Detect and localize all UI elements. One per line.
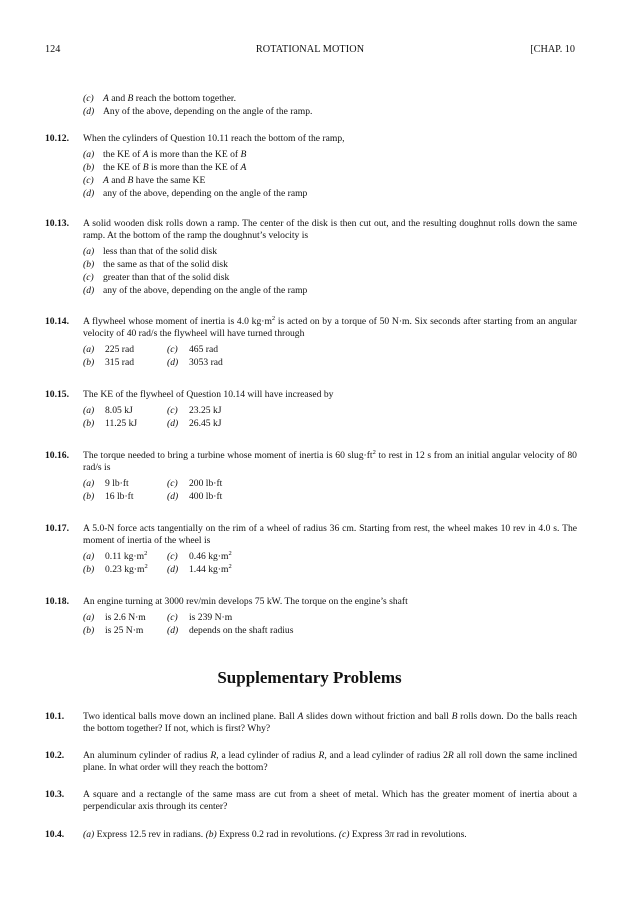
option: (c) greater than that of the solid disk: [83, 272, 230, 283]
question-10-13: [45, 218, 577, 298]
question-number: 10.13.: [45, 218, 69, 229]
option: (d) any of the above, depending on the angle of the ramp: [83, 285, 308, 296]
question-10-12: [45, 133, 577, 201]
question-number: 10.17.: [45, 523, 69, 534]
problem-10-1: [45, 711, 577, 735]
problem-number: 10.4.: [45, 829, 65, 840]
chapter-label: [CHAP. 10: [530, 44, 575, 55]
question-number: 10.18.: [45, 596, 69, 607]
page-header: [45, 44, 575, 58]
question-number: 10.16.: [45, 450, 69, 461]
question-stem: A solid wooden disk rolls down a ramp. The center of the disk is then cut out, and the resulting doughnut rolls down the same ramp. At the bottom of the ramp the doughnut’s velocity is: [83, 218, 577, 241]
problem-text: Two identical balls move down an inclined plane. Ball A slides down without friction and ball B rolls down. Do the balls reach the bottom together? If not, which is first? Why?: [83, 711, 577, 734]
question-stem: The torque needed to bring a turbine whose moment of inertia is 60 $slug\cdot ft^2$ to rest in 12 s from an initial angular velocity of 80 rad/s is: [83, 449, 577, 473]
running-title: ROTATIONAL MOTION: [255, 44, 365, 55]
problem-10-3: [45, 789, 577, 813]
question-stem: An engine turning at 3000 rev/min develops 75 kW. The torque on the engine’s shaft: [83, 596, 408, 607]
option: (d) any of the above, depending on the angle of the ramp: [83, 188, 308, 199]
question-stem: A 5.0-N force acts tangentially on the rim of a wheel of radius 36 cm. Starting from rest, the wheel makes 10 rev in 4.0 s. The moment of inertia of the wheel is: [83, 523, 577, 546]
option: (b) the KE of B is more than the KE of A: [83, 162, 247, 173]
question-stem: A flywheel whose moment of inertia is 4.0 $kg\cdot m^2$ is acted on by a torque of 50 N·m. Six seconds after starting from an angular velocity of 40 rad/s the flywheel will have turned through: [83, 315, 577, 339]
section-title: Supplementary Problems: [217, 668, 402, 687]
page-number: 124: [45, 44, 61, 55]
problem-number: 10.3.: [45, 789, 65, 800]
problem-10-4: [45, 829, 577, 841]
question-stem: When the cylinders of Question 10.11 reach the bottom of the ramp,: [83, 133, 345, 144]
question-stem: The KE of the flywheel of Question 10.14 will have increased by: [83, 389, 334, 400]
question-number: 10.14.: [45, 316, 69, 327]
question-10-14: 10.14. A flywheel whose moment of inertia is 4.0 $kg\cdot m^2$ is acted on by a torque of 50 N·m. Six seconds after starting from an angular velocity of 40 rad/s the flywheel will have turned through (a) 225 rad (c) 465 rad (b) 315 rad (d) 3053 rad: [45, 315, 577, 368]
question-10-16: 10.16. The torque needed to bring a turbine whose moment of inertia is 60 $slug\cdot ft^2$ to rest in 12 s from an initial angular velocity of 80 rad/s is (a) 9 lb·ft (c) 200 lb·ft (b) 16 lb·ft (d) 400 lb·ft: [45, 449, 577, 502]
option: (a) less than that of the solid disk: [83, 246, 218, 257]
problem-text: A square and a rectangle of the same mass are cut from a sheet of metal. Which has the greater moment of inertia about a perpendicular axis through its center?: [83, 789, 577, 812]
question-10-15: 10.15. The KE of the flywheel of Question 10.14 will have increased by (a) 8.05 kJ (c) 23.25 kJ (b) 11.25 kJ (d) 26.45 kJ: [45, 389, 577, 431]
question-number: 10.12.: [45, 133, 69, 144]
problem-number: 10.1.: [45, 711, 65, 722]
problem-number: 10.2.: [45, 750, 65, 761]
option: (d) Any of the above, depending on the angle of the ramp.: [83, 106, 313, 117]
question-number: 10.15.: [45, 389, 69, 400]
option: (c) A and B have the same KE: [83, 175, 206, 186]
problem-text: (a) Express 12.5 rev in radians. (b) Express 0.2 rad in revolutions. (c) Express 3π rad in revolutions.: [83, 829, 467, 840]
option: (a) the KE of A is more than the KE of B: [83, 149, 247, 160]
question-10-17: 10.17. A 5.0-N force acts tangentially on the rim of a wheel of radius 36 cm. Starting from rest, the wheel makes 10 rev in 4.0 s. The moment of inertia of the wheel is (a) 0.11 $kg\cdot m^2$ (c) 0.46 $kg\cdot m^2$ (b) 0.23 $kg\cdot m^2$ (d) 1.44 $kg\cdot m^2$: [45, 523, 577, 575]
problem-10-2: [45, 750, 577, 774]
question-10-18: 10.18. An engine turning at 3000 rev/min develops 75 kW. The torque on the engine’s shaft (a) is 2.6 N·m (c) is 239 N·m (b) is 25 N·m (d) depends on the shaft radius: [45, 596, 577, 638]
option: (b) the same as that of the solid disk: [83, 259, 228, 270]
problem-text: An aluminum cylinder of radius R, a lead cylinder of radius R, and a lead cylinder of radius 2R all roll down the same inclined plane. In what order will they reach the bottom?: [83, 750, 578, 773]
question-10-11-continuation: [45, 93, 577, 119]
option: (c) A and B reach the bottom together.: [83, 93, 236, 104]
